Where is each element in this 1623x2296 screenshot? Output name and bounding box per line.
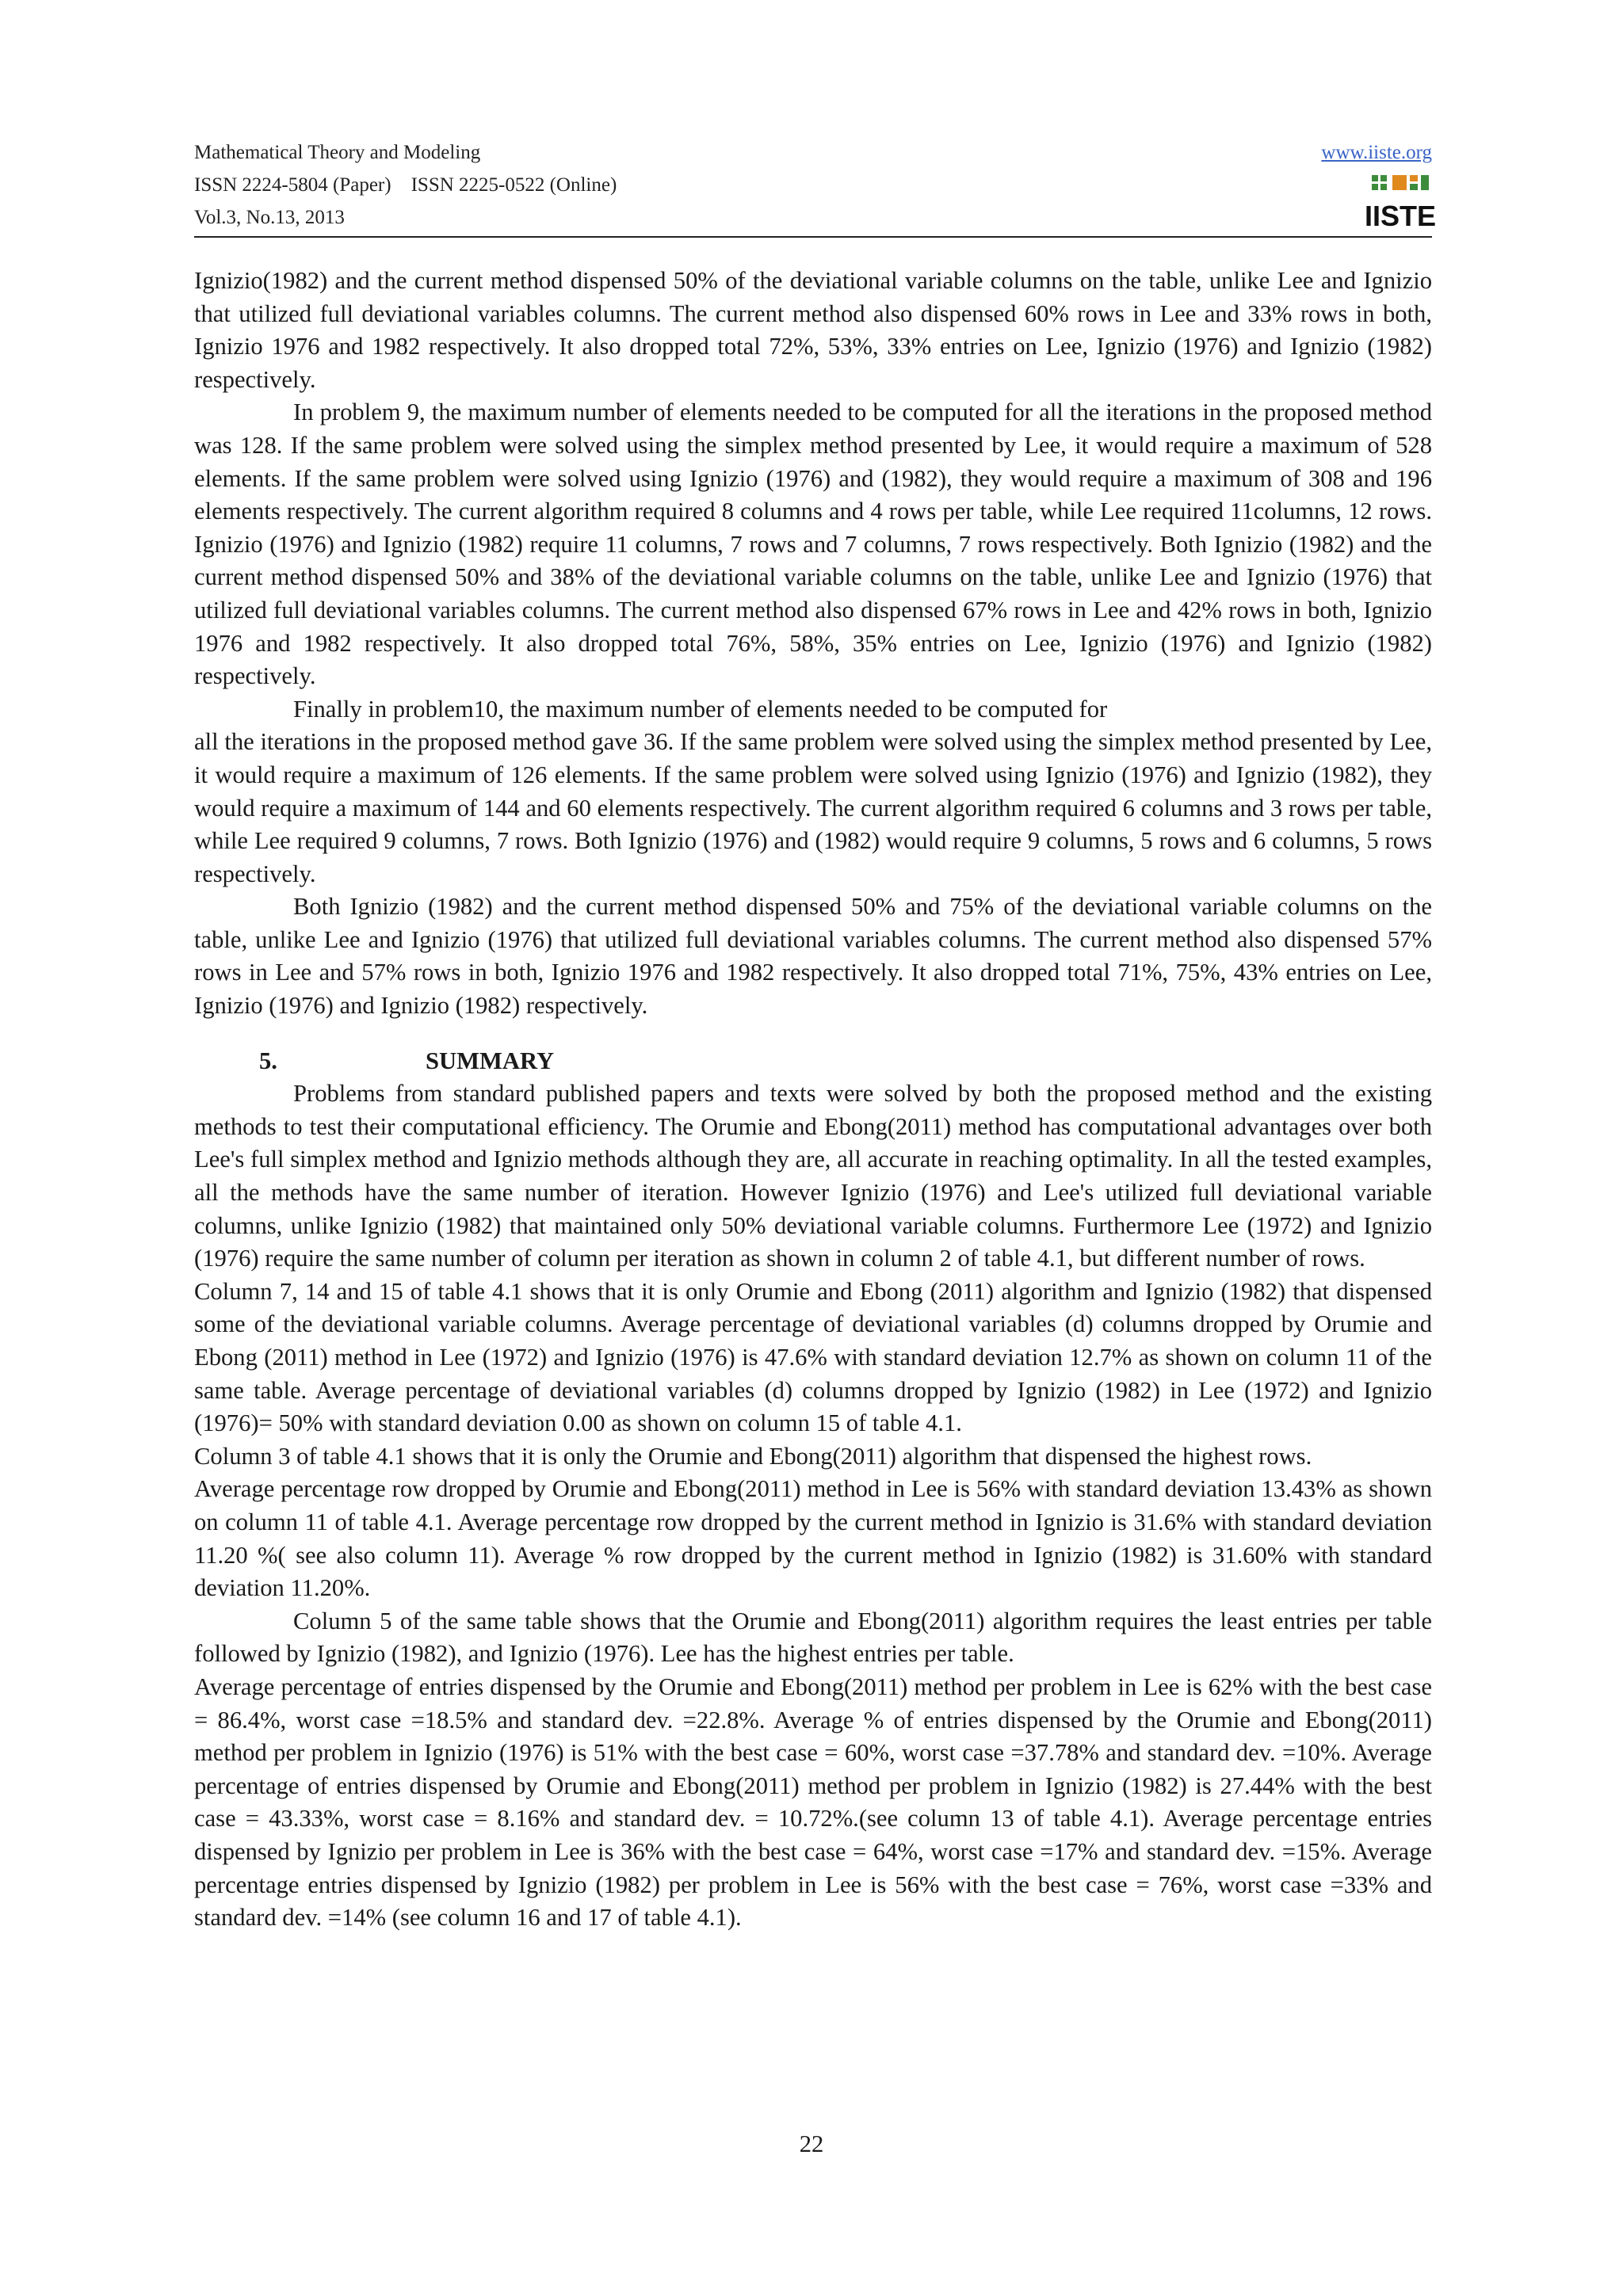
website-link[interactable]: www.iiste.org bbox=[1321, 142, 1432, 163]
section-number: 5. bbox=[259, 1047, 277, 1074]
section-heading bbox=[194, 1045, 1432, 1078]
summary-paragraph: Average percentage of entries dispensed by the Orumie and Ebong(2011) method per problem in Lee is 62% with the best case = 86.4%, worst case =18.5% and standard dev. =22.8%. Average % of entries dispensed by the Orumie and Ebong(2011) method per problem in Ignizio (1976) is 51% with the best case = 60%, worst case =37.78% and standard dev. =10%. Average percentage of entries dispensed by Orumie and Ebong(2011) method per problem in Ignizio (1982) is 27.44% with the best case = 43.33%, worst case = 8.16% and standard dev. = 10.72%.(see column 13 of table 4.1). Average percentage entries dispensed by Ignizio per problem in Lee is 36% with the best case = 64%, worst case =17% and standard dev. =15%. Average percentage entries dispensed by Ignizio (1982) per problem in Lee is 56% with the best case = 76%, worst case =33% and standard dev. =14% (see column 16 and 17 of table 4.1). bbox=[194, 1672, 1432, 1932]
summary-paragraph: Average percentage row dropped by Orumie and Ebong(2011) method in Lee is 56% with standard deviation 13.43% as shown on column 11 of table 4.1. Average percentage row dropped by the current method in Ignizio is 31.6% with standard deviation 11.20 %( see also column 11). Average % row dropped by the current method in Ignizio (1982) is 31.60% with standard deviation 11.20%. bbox=[194, 1475, 1432, 1602]
journal-title: Mathematical Theory and Modeling bbox=[194, 142, 481, 163]
summary-paragraph: Column 7, 14 and 15 of table 4.1 shows that it is only Orumie and Ebong (2011) algorithm and Ignizio (1982) that dispensed some of the deviational variable columns. Average percentage of deviational variables (d) columns dropped by Orumie and Ebong (2011) method in Lee (1972) and Ignizio (1976) is 47.6% with standard deviation 12.7% as shown on column 11 of the same table. Average percentage of deviational variables (d) columns dropped by Ignizio (1982) in Lee (1972) and Ignizio (1976)= 50% with standard deviation 0.00 as shown on column 15 of table 4.1. bbox=[194, 1277, 1432, 1437]
issn-line: ISSN 2224-5804 (Paper) ISSN 2225-0522 (Online) bbox=[194, 174, 617, 196]
body-paragraph: all the iterations in the proposed method gave 36. If the same problem were solved using the simplex method presented by Lee, it would require a maximum of 126 elements. If the same problem were solved using Ignizio (1976) and Ignizio (1982), they would require a maximum of 144 and 60 elements respectively. The current algorithm required 6 columns and 3 rows per table, while Lee required 9 columns, 7 rows. Both Ignizio (1976) and (1982) would require 9 columns, 5 rows and 6 columns, 5 rows respectively. bbox=[194, 728, 1432, 887]
section-title: SUMMARY bbox=[426, 1047, 555, 1074]
page-header bbox=[194, 136, 1437, 238]
iiste-logo bbox=[1364, 174, 1437, 236]
journal-info bbox=[194, 136, 617, 234]
body-paragraph: Ignizio(1982) and the current method dispensed 50% of the deviational variable columns on the table, unlike Lee and Ignizio that utilized full deviational variables columns. The current method also dispensed 60% rows in Lee and 33% rows in both, Ignizio 1976 and 1982 respectively. It also dropped total 72%, 53%, 33% entries on Lee, Ignizio (1976) and Ignizio (1982) respectively. bbox=[194, 267, 1432, 393]
page-body bbox=[194, 265, 1432, 1935]
summary-paragraph: Column 5 of the same table shows that the Orumie and Ebong(2011) algorithm requires the least entries per table followed by Ignizio (1982), and Ignizio (1976). Lee has the highest entries per table. bbox=[194, 1607, 1432, 1668]
volume-line: Vol.3, No.13, 2013 bbox=[194, 207, 345, 228]
publisher-info bbox=[1321, 136, 1437, 236]
summary-paragraph: Problems from standard published papers and texts were solved by both the proposed method and the existing methods to test their computational efficiency. The Orumie and Ebong(2011) method has computational advantages over both Lee's full simplex method and Ignizio methods although they are, all accurate in reaching optimality. In all the tested examples, all the methods have the same number of iteration. However Ignizio (1976) and Lee's utilized full deviational variable columns, unlike Ignizio (1982) that maintained only 50% deviational variable columns. Furthermore Lee (1972) and Ignizio (1976) require the same number of column per iteration as shown in column 2 of table 4.1, but different number of rows. bbox=[194, 1080, 1432, 1272]
body-paragraph: Finally in problem10, the maximum number of elements needed to be computed for bbox=[293, 695, 1108, 723]
body-paragraph: Both Ignizio (1982) and the current method dispensed 50% and 75% of the deviational variable columns on the table, unlike Lee and Ignizio (1976) that utilized full deviational variables columns. The current method also dispensed 57% rows in Lee and 57% rows in both, Ignizio 1976 and 1982 respectively. It also dropped total 71%, 75%, 43% entries on Lee, Ignizio (1976) and Ignizio (1982) respectively. bbox=[194, 893, 1432, 1020]
summary-paragraph: Column 3 of table 4.1 shows that it is only the Orumie and Ebong(2011) algorithm that dispensed the highest rows. bbox=[194, 1442, 1312, 1470]
page-number: 22 bbox=[799, 2130, 824, 2157]
body-paragraph: In problem 9, the maximum number of elements needed to be computed for all the iterations in the proposed method was 128. If the same problem were solved using the simplex method presented by Lee, it would require a maximum of 528 elements. If the same problem were solved using Ignizio (1976) and (1982), they would require a maximum of 308 and 196 elements respectively. The current algorithm required 8 columns and 4 rows per table, while Lee required 11columns, 12 rows. Ignizio (1976) and Ignizio (1982) require 11 columns, 7 rows and 7 columns, 7 rows respectively. Both Ignizio (1982) and the current method dispensed 50% and 38% of the deviational variable columns on the table, unlike Lee and Ignizio (1976) that utilized full deviational variables columns. The current method also dispensed 67% rows in Lee and 42% rows in both, Ignizio 1976 and 1982 respectively. It also dropped total 76%, 58%, 35% entries on Lee, Ignizio (1976) and Ignizio (1982) respectively. bbox=[194, 399, 1432, 690]
svg-text:IISTE: IISTE bbox=[1364, 200, 1437, 232]
